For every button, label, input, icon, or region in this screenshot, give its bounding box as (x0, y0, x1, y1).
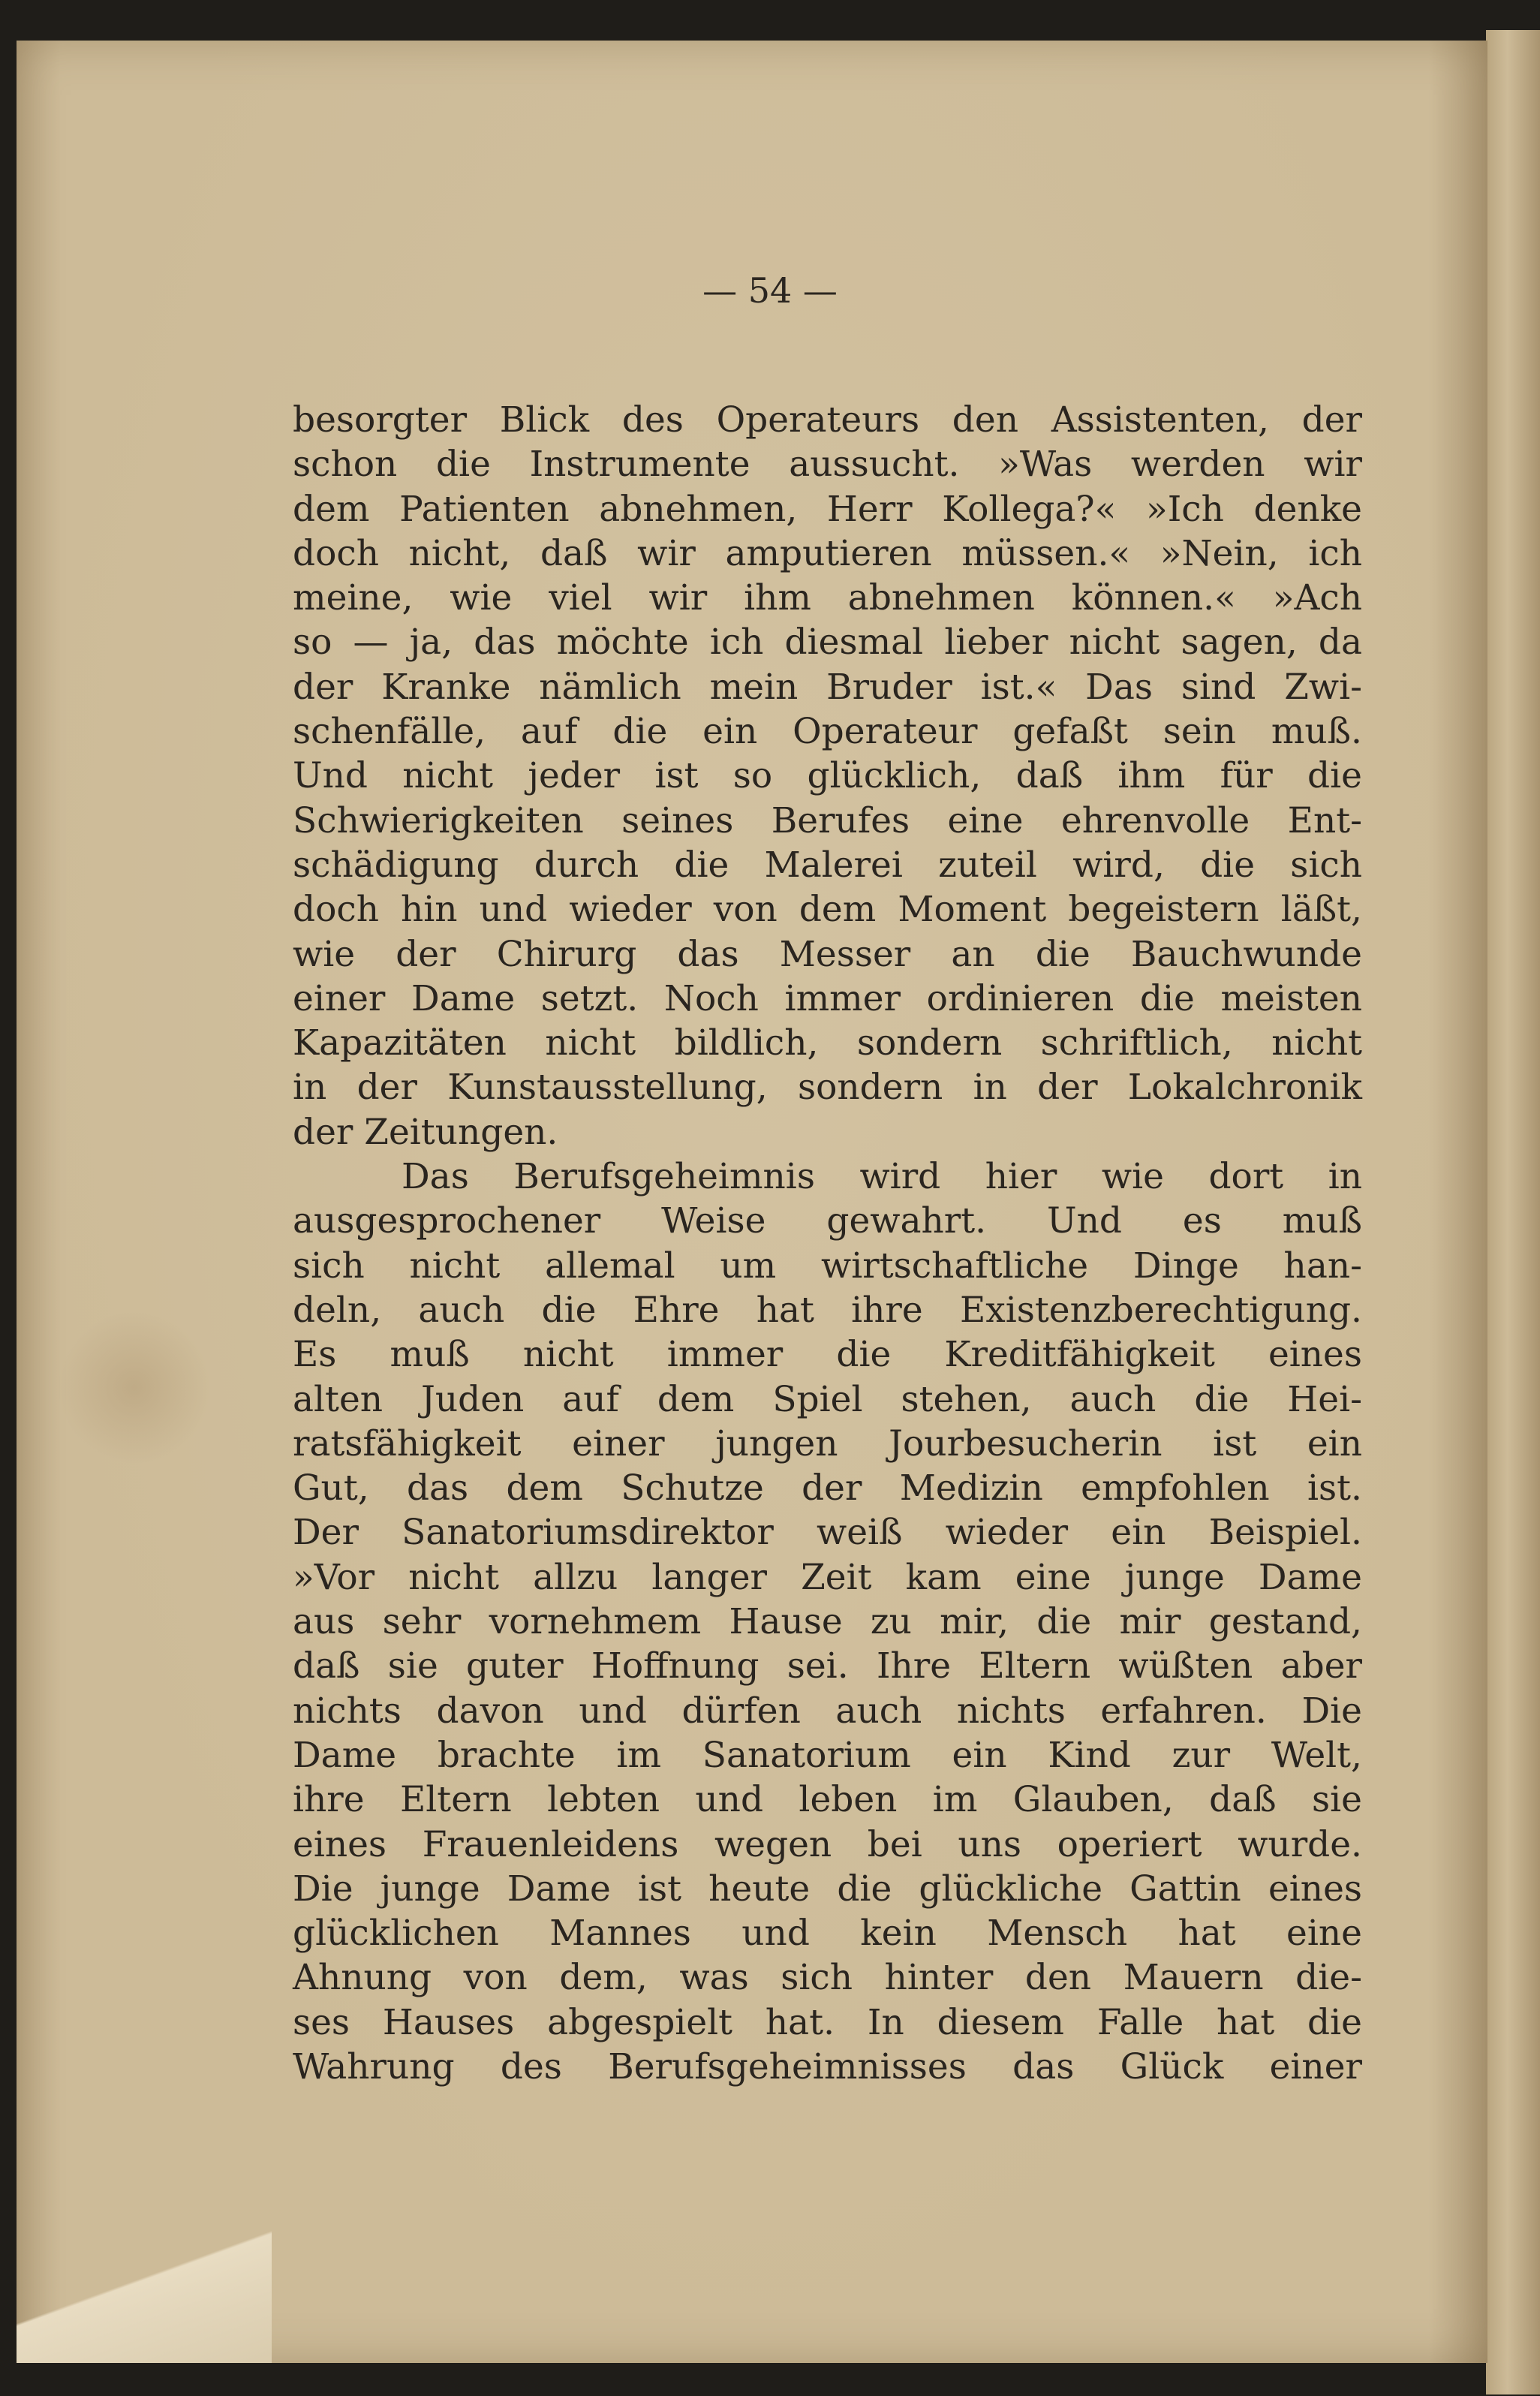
text-line: ausgesprochener Weise gewahrt. Und es muß (293, 1200, 1362, 1242)
text-line: nichts davon und dürfen auch nichts erfahren. Die (293, 1690, 1362, 1732)
text-line: schenfälle, auf die ein Operateur gefaßt sein muß. (293, 711, 1362, 753)
text-line: besorgter Blick des Operateurs den Assistenten, der (293, 399, 1362, 441)
page-number: — 54 — (702, 270, 838, 311)
text-line: sich nicht allemal um wirtschaftliche Dinge han- (293, 1245, 1362, 1287)
text-line: meine, wie viel wir ihm abnehmen können.« »Ach (293, 577, 1362, 619)
text-line: Schwierigkeiten seines Berufes eine ehrenvolle Ent- (293, 799, 1362, 841)
text-line: »Vor nicht allzu langer Zeit kam eine junge Dame (293, 1556, 1362, 1598)
text-line: ses Hauses abgespielt hat. In diesem Falle hat die (293, 2001, 1362, 2043)
back-page-edge (1486, 30, 1540, 2394)
text-line: der Kranke nämlich mein Bruder ist.« Das sind Zwi- (293, 666, 1362, 708)
text-line: daß sie guter Hoffnung sei. Ihre Eltern wüßten aber (293, 1645, 1362, 1687)
text-line: aus sehr vornehmem Hause zu mir, die mir gestand, (293, 1601, 1362, 1643)
text-line: dem Patienten abnehmen, Herr Kollega?« »Ich denke (293, 488, 1362, 530)
page-corner-fold (17, 2162, 272, 2363)
text-line: ratsfähigkeit einer jungen Jourbesucherin ist ein (293, 1422, 1362, 1464)
text-line: doch hin und wieder von dem Moment begeistern läßt, (293, 889, 1362, 931)
text-line: Ahnung von dem, was sich hinter den Mauern die- (293, 1957, 1362, 1999)
text-line: Gut, das dem Schutze der Medizin empfohlen ist. (293, 1467, 1362, 1510)
text-line: Dame brachte im Sanatorium ein Kind zur Welt, (293, 1734, 1362, 1776)
text-line: der Zeitungen. (293, 1111, 558, 1153)
text-line: schon die Instrumente aussucht. »Was werden wir (293, 444, 1362, 486)
text-line: eines Frauenleidens wegen bei uns operiert wurde. (293, 1823, 1362, 1865)
text-line: so — ja, das möchte ich diesmal lieber nicht sagen, da (293, 622, 1362, 664)
text-line: Und nicht jeder ist so glücklich, daß ihm für die (293, 755, 1362, 797)
text-line: Die junge Dame ist heute die glückliche Gattin eines (293, 1868, 1362, 1910)
text-line: Der Sanatoriumsdirektor weiß wieder ein Beispiel. (293, 1512, 1362, 1554)
paragraph-1 (293, 398, 1362, 1154)
text-line: ihre Eltern lebten und leben im Glauben, daß sie (293, 1779, 1362, 1821)
page-body (293, 398, 1362, 2089)
text-line: in der Kunstausstellung, sondern in der Lokalchronik (293, 1067, 1362, 1109)
text-line: einer Dame setzt. Noch immer ordinieren die meisten (293, 977, 1362, 1019)
text-line: wie der Chirurg das Messer an die Bauchwunde (293, 933, 1362, 975)
text-line: Wahrung des Berufsgeheimnisses das Glück einer (293, 2045, 1362, 2087)
text-line: schädigung durch die Malerei zuteil wird, die sich (293, 844, 1362, 886)
text-line: deln, auch die Ehre hat ihre Existenzberechtigung. (293, 1289, 1362, 1331)
text-line: glücklichen Mannes und kein Mensch hat eine (293, 1913, 1362, 1955)
text-line: Es muß nicht immer die Kreditfähigkeit eines (293, 1334, 1362, 1376)
text-line: doch nicht, daß wir amputieren müssen.« »Nein, ich (293, 532, 1362, 574)
paragraph-2 (293, 1154, 1362, 2089)
text-line: Kapazitäten nicht bildlich, sondern schriftlich, nicht (293, 1022, 1362, 1064)
text-line: Das Berufsgeheimnis wird hier wie dort in (402, 1156, 1362, 1198)
text-line: alten Juden auf dem Spiel stehen, auch die Hei- (293, 1378, 1362, 1420)
